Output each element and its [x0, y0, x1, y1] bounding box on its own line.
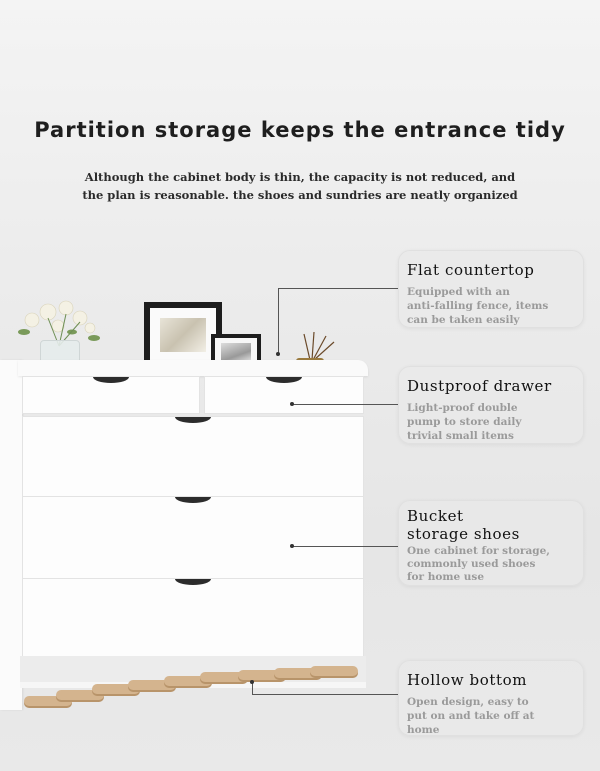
feature-card-drawer: [398, 366, 584, 444]
feature-desc-line: for home use: [407, 571, 485, 583]
bucket-handle: [175, 497, 211, 503]
shoe-bucket-3[interactable]: [22, 578, 364, 658]
page-heading: Partition storage keeps the entrance tidy: [34, 118, 566, 142]
feature-title-line: Flat countertop: [407, 261, 535, 279]
leader-dot: [290, 544, 294, 548]
slipper-icon: [310, 666, 358, 676]
feature-title: [407, 261, 577, 279]
feature-description: [407, 545, 577, 584]
feature-desc-line: commonly used shoes: [407, 558, 536, 570]
leader-dot: [290, 402, 294, 406]
leader-line-drawer: [293, 404, 398, 405]
leader-dot: [276, 352, 280, 356]
shoe-cabinet: [0, 360, 370, 710]
feature-desc-line: One cabinet for storage,: [407, 545, 550, 557]
leader-line-countertop: [278, 288, 399, 355]
feature-desc-line: Light-proof double: [407, 402, 518, 414]
feature-title: [407, 671, 577, 689]
subtitle-line-1: Although the cabinet body is thin, the capacity is not reduced, and: [84, 170, 516, 184]
feature-desc-line: Open design, easy to: [407, 696, 529, 708]
shoe-bucket-2[interactable]: [22, 496, 364, 582]
drawer-handle: [93, 377, 129, 383]
feature-description: [407, 401, 577, 443]
drawer-left[interactable]: [22, 376, 200, 414]
leader-line-bucket: [293, 546, 398, 547]
feature-title-line: Bucket: [407, 507, 464, 525]
leader-line-bottom: [252, 682, 399, 695]
feature-desc-line: home: [407, 724, 440, 736]
feature-title: [407, 377, 577, 395]
feature-desc-line: put on and take off at: [407, 710, 535, 722]
bucket-handle: [175, 579, 211, 585]
feature-desc-line: trivial small items: [407, 430, 514, 442]
feature-description: [407, 695, 577, 737]
feature-card-bottom: [398, 660, 584, 736]
feature-card-bucket: [398, 500, 584, 586]
cabinet-countertop: [18, 360, 368, 376]
feature-title-line: Dustproof drawer: [407, 377, 552, 395]
feature-desc-line: can be taken easily: [407, 314, 520, 326]
feature-title-line: Hollow bottom: [407, 671, 528, 689]
feature-title-line: storage shoes: [407, 525, 520, 543]
leader-dot: [250, 680, 254, 684]
drawer-right[interactable]: [204, 376, 364, 414]
subtitle-line-2: the plan is reasonable. the shoes and sundries are neatly organized: [82, 188, 518, 202]
feature-title: [407, 507, 577, 543]
bucket-handle: [175, 417, 211, 423]
drawer-handle: [266, 377, 302, 383]
feature-card-countertop: [398, 250, 584, 328]
page-subtitle: [40, 168, 560, 204]
feature-desc-line: pump to store daily: [407, 416, 522, 428]
shoe-bucket-1[interactable]: [22, 416, 364, 502]
feature-desc-line: anti-falling fence, items: [407, 300, 549, 312]
feature-desc-line: Equipped with an: [407, 286, 510, 298]
cabinet-side-panel: [0, 360, 22, 710]
feature-description: [407, 285, 577, 327]
